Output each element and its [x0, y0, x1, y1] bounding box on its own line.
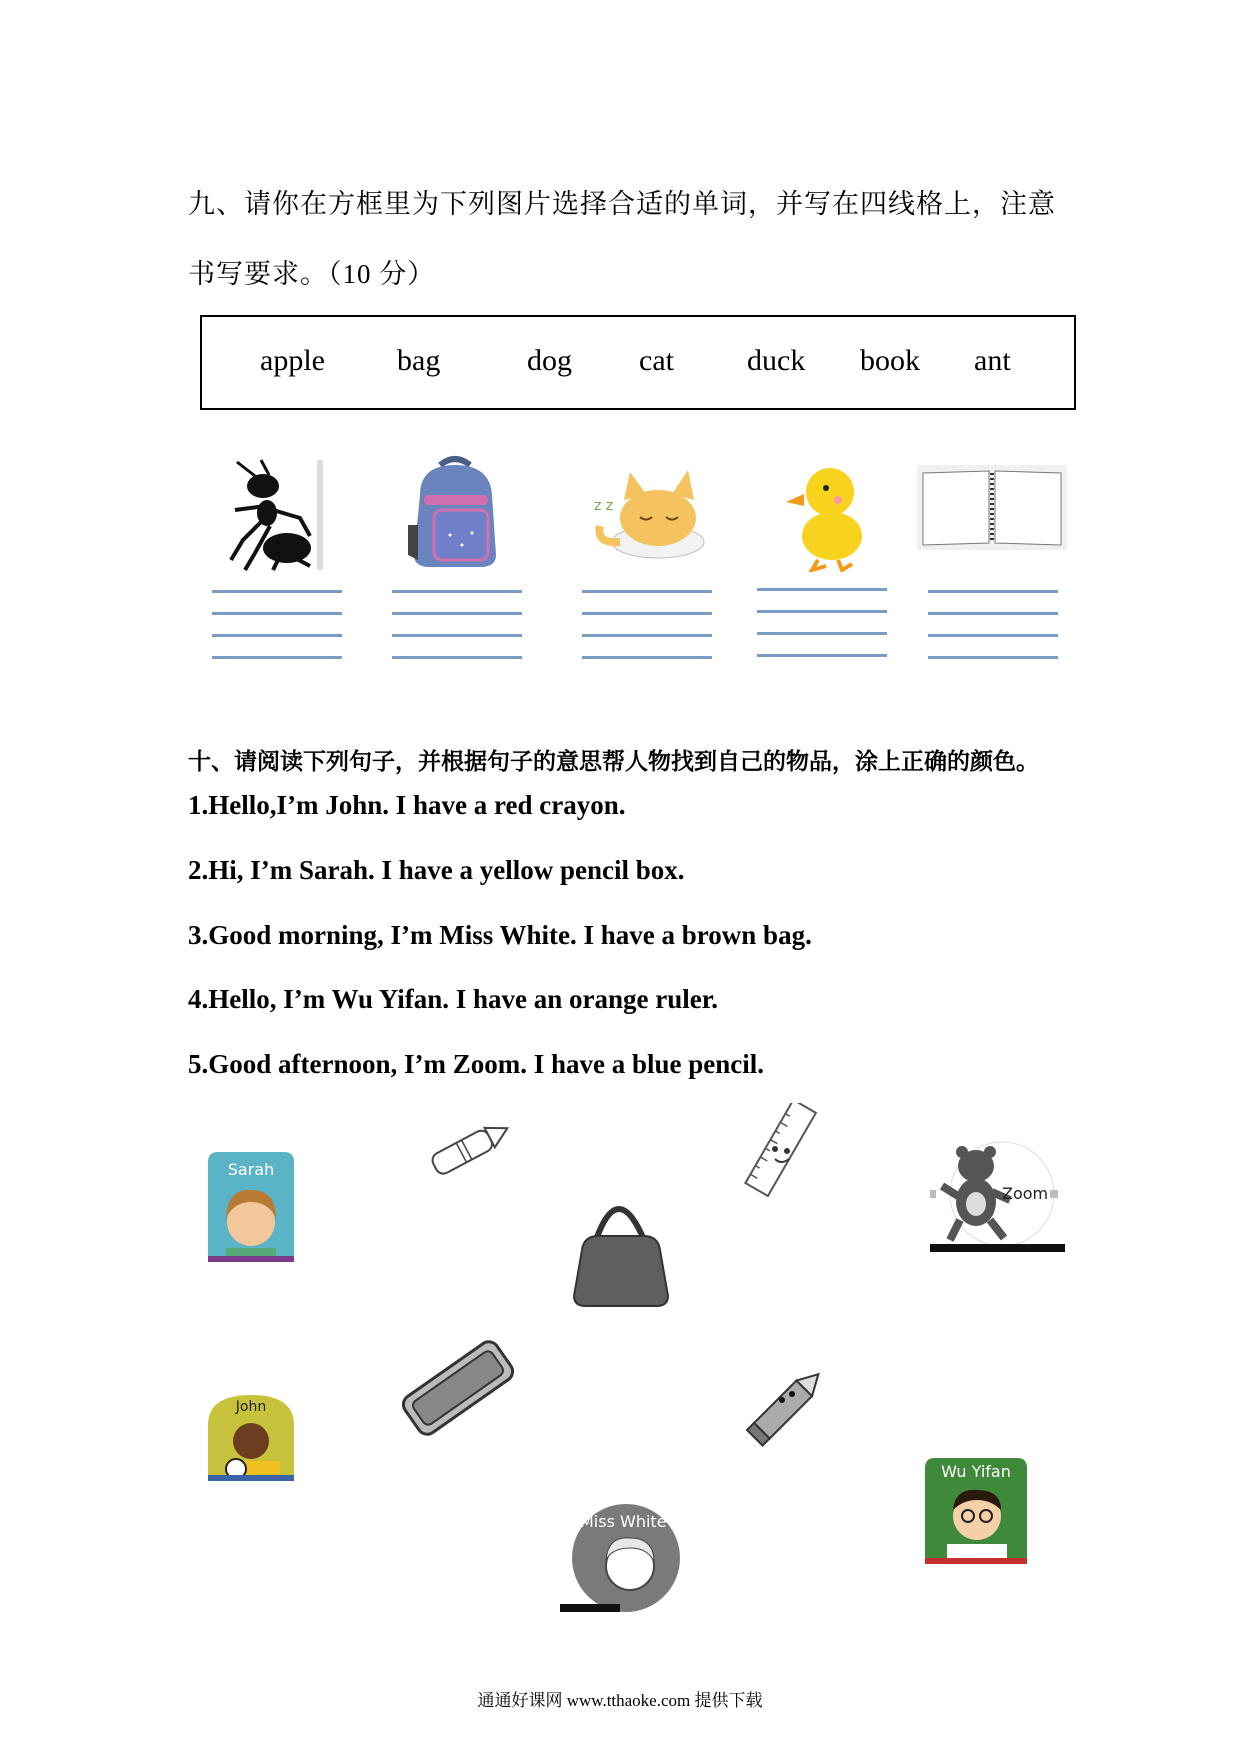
word-option: cat — [639, 344, 674, 377]
john-label: John — [235, 1399, 267, 1415]
sentence-5: 5.Good afternoon, I’m Zoom. I have a blue pencil. — [188, 1049, 765, 1079]
sarah-label: Sarah — [227, 1160, 275, 1179]
svg-text:z z: z z — [594, 498, 614, 514]
pencil-box-picture[interactable] — [398, 1330, 518, 1445]
word-option: dog — [527, 344, 572, 377]
ant-picture — [225, 458, 325, 573]
john-card[interactable] — [208, 1395, 294, 1481]
word-option: duck — [747, 344, 806, 377]
zoom-card[interactable] — [930, 1140, 1065, 1252]
section9-heading-line1: 九、请你在方框里为下列图片选择合适的单词，并写在四线格上，注意 — [188, 189, 1056, 219]
sentence-4: 4.Hello, I’m Wu Yifan. I have an orange ruler. — [188, 984, 719, 1014]
cat-picture — [590, 462, 710, 562]
zoom-label: Zoom — [1002, 1184, 1049, 1203]
wu-yifan-card[interactable] — [925, 1458, 1027, 1564]
duck-picture — [782, 462, 872, 572]
book-picture — [917, 465, 1067, 550]
sarah-card[interactable] — [208, 1152, 294, 1262]
ruler-picture[interactable] — [735, 1103, 825, 1198]
miss-white-card[interactable] — [560, 1500, 684, 1616]
section10-heading: 十、请阅读下列句子，并根据句子的意思帮人物找到自己的物品，涂上正确的颜色。 — [188, 749, 1039, 774]
word-option: bag — [397, 344, 441, 377]
sentence-2: 2.Hi, I’m Sarah. I have a yellow pencil box. — [188, 855, 685, 885]
backpack-picture — [400, 455, 510, 570]
word-bank-box — [200, 315, 1076, 410]
sentence-1: 1.Hello,I’m John. I have a red crayon. — [188, 790, 626, 820]
wu-yifan-label: Wu Yifan — [941, 1462, 1011, 1481]
section9-heading-line2: 书写要求。（10 分） — [188, 259, 436, 289]
sentence-3: 3.Good morning, I’m Miss White. I have a brown bag. — [188, 920, 812, 950]
handbag-picture[interactable] — [568, 1188, 672, 1308]
pencil-picture[interactable] — [740, 1358, 836, 1453]
crayon-picture[interactable] — [420, 1118, 516, 1178]
footer-text: 通通好课网 www.tthaoke.com 提供下载 — [477, 1691, 763, 1710]
word-option: book — [860, 344, 920, 377]
word-option: ant — [974, 344, 1011, 377]
word-option: apple — [260, 344, 325, 377]
miss-white-label: Miss White — [580, 1512, 667, 1531]
